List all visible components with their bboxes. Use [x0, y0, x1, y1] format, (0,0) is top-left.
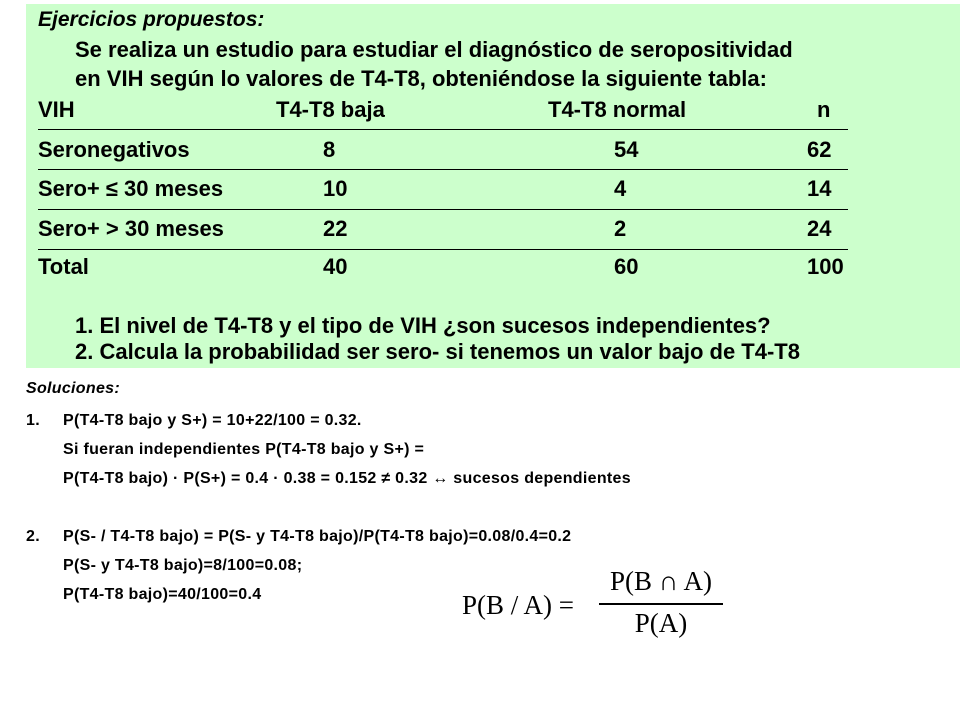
- row-seronegativos-label: Seronegativos: [38, 137, 190, 162]
- row-sero-gt30-baja: 22: [323, 216, 348, 241]
- conditional-probability-formula: [462, 566, 724, 642]
- solution-1-line-2: Si fueran independientes P(T4-T8 bajo y S+) =: [63, 441, 425, 458]
- row-total-normal: 60: [614, 254, 639, 279]
- question-1: 1. El nivel de T4-T8 y el tipo de VIH ¿son sucesos independientes?: [75, 313, 771, 338]
- solution-1-number: 1.: [26, 412, 40, 429]
- table-rule: [38, 129, 848, 130]
- row-seronegativos-baja: 8: [323, 137, 336, 162]
- header-n: n: [817, 97, 831, 122]
- question-2: 2. Calcula la probabilidad ser sero- si tenemos un valor bajo de T4-T8: [75, 339, 800, 364]
- fraction-bar: [599, 603, 723, 605]
- exercise-title: Ejercicios propuestos:: [38, 8, 265, 31]
- table-rule: [38, 209, 848, 210]
- solution-2-line-3: P(T4-T8 bajo)=40/100=0.4: [63, 586, 262, 603]
- row-total-baja: 40: [323, 254, 348, 279]
- row-sero-le30-baja: 10: [323, 176, 348, 201]
- solution-2-line-1: P(S- / T4-T8 bajo) = P(S- y T4-T8 bajo)/P(T4-T8 bajo)=0.08/0.4=0.2: [63, 528, 572, 545]
- row-sero-le30-label: Sero+ ≤ 30 meses: [38, 176, 224, 201]
- solution-2-line-2: P(S- y T4-T8 bajo)=8/100=0.08;: [63, 557, 303, 574]
- table-rule: [38, 249, 848, 250]
- row-sero-gt30-n: 24: [807, 216, 832, 241]
- header-t4t8-normal: T4-T8 normal: [548, 97, 687, 122]
- formula-numerator: P(B ∩ A): [609, 566, 712, 596]
- header-vih: VIH: [38, 97, 75, 122]
- solutions-title: Soluciones:: [26, 380, 120, 397]
- header-t4t8-baja: T4-T8 baja: [276, 97, 385, 122]
- solution-1-line-3: P(T4-T8 bajo) · P(S+) = 0.4 · 0.38 = 0.152 ≠ 0.32 ↔ sucesos dependientes: [63, 470, 631, 487]
- row-seronegativos-normal: 54: [614, 137, 639, 162]
- formula-denominator: P(A): [634, 608, 688, 638]
- row-sero-le30-normal: 4: [614, 176, 627, 201]
- table-rule: [38, 169, 848, 170]
- row-sero-gt30-label: Sero+ > 30 meses: [38, 216, 224, 241]
- row-total-label: Total: [38, 254, 89, 279]
- row-seronegativos-n: 62: [807, 137, 832, 162]
- solution-2-number: 2.: [26, 528, 40, 545]
- row-sero-gt30-normal: 2: [614, 216, 627, 241]
- row-sero-le30-n: 14: [807, 176, 832, 201]
- intro-line-1: Se realiza un estudio para estudiar el diagnóstico de seropositividad: [75, 37, 793, 62]
- formula-lhs: P(B / A) =: [462, 590, 574, 620]
- solution-1-line-1: P(T4-T8 bajo y S+) = 10+22/100 = 0.32.: [63, 412, 362, 429]
- row-total-n: 100: [807, 254, 844, 279]
- intro-line-2: en VIH según lo valores de T4-T8, obteniéndose la siguiente tabla:: [75, 66, 767, 91]
